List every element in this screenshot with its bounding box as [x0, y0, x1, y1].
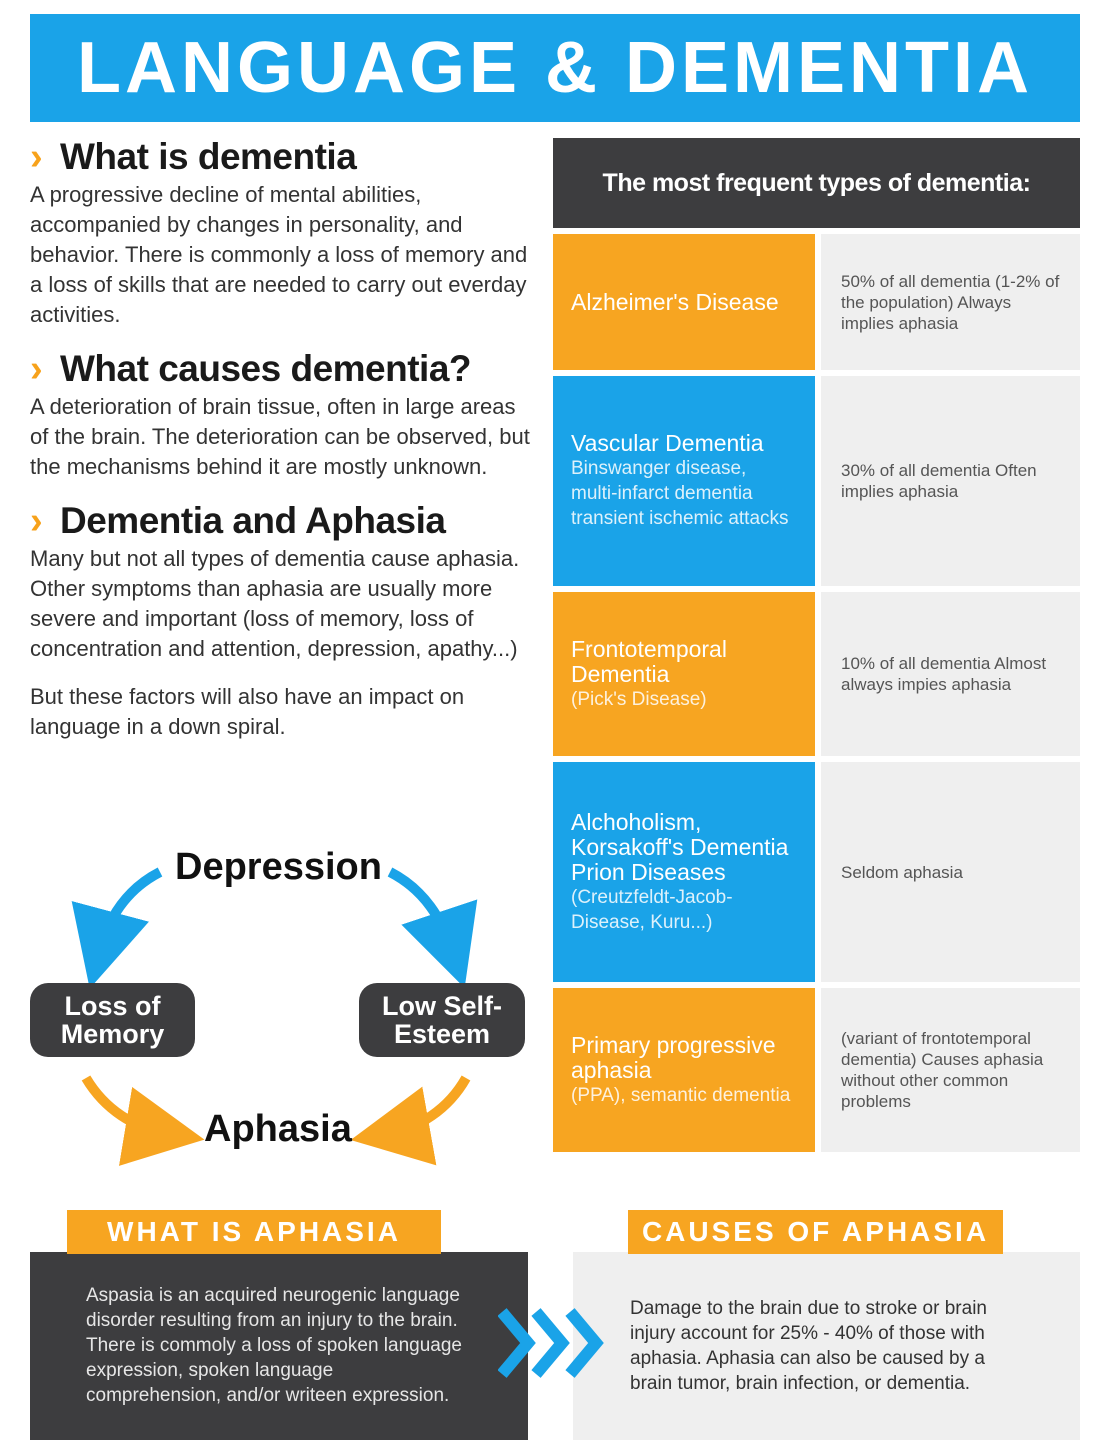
table-row — [553, 376, 1080, 586]
triple-chevron-icon — [498, 1308, 608, 1378]
type-info: 50% of all dementia (1-2% of the population) Always implies aphasia — [821, 234, 1080, 370]
section-what-causes-dementia — [30, 348, 530, 482]
type-name: Primary progressive aphasia — [571, 1031, 776, 1083]
what-is-aphasia-box: Aspasia is an acquired neurogenic language disorder resulting from an injury to the brain. There is commoly a loss of spoken language expression, spoken language comprehension, and/or writeen expression. — [30, 1252, 528, 1440]
cycle-low-self-esteem: Low Self-Esteem — [359, 983, 525, 1057]
section-title: Dementia and Aphasia — [60, 500, 446, 541]
table-row — [553, 234, 1080, 370]
section-body: Many but not all types of dementia cause aphasia. Other symptoms than aphasia are usually more severe and important (loss of memory, loss of concentration and attention, depression, apathy...) — [30, 546, 520, 661]
chevron-right-icon: › — [30, 136, 43, 178]
table-row — [553, 988, 1080, 1152]
type-name: Vascular Dementia — [571, 430, 764, 456]
what-is-aphasia-label: WHAT IS APHASIA — [67, 1210, 441, 1254]
arrow-depression-to-esteem — [390, 872, 452, 950]
section-body: A deterioration of brain tissue, often in large areas of the brain. The deterioration can be observed, but the mechanisms behind it are mostly unknown. — [30, 394, 530, 479]
section-body-extra: But these factors will also have an impact on language in a down spiral. — [30, 684, 465, 739]
type-sub: (Pick's Disease) — [571, 688, 707, 710]
type-name: Frontotemporal Dementia — [571, 635, 727, 687]
type-info: 10% of all dementia Almost always impies aphasia — [821, 592, 1080, 756]
causes-of-aphasia-box: Damage to the brain due to stroke or brain injury account for 25% - 40% of those with aphasia. Aphasia can also be caused by a brain tumor, brain infection, or dementia. — [573, 1252, 1080, 1440]
section-dementia-and-aphasia — [30, 500, 530, 742]
chevron-right-icon: › — [30, 500, 43, 542]
spiral-diagram — [30, 840, 530, 1170]
type-sub: (Creutzfeldt-Jacob-Disease, Kuru...) — [571, 886, 733, 933]
section-title: What is dementia — [60, 136, 357, 177]
type-name: Alzheimer's Disease — [571, 288, 779, 315]
section-what-is-dementia — [30, 136, 530, 330]
type-info: 30% of all dementia Often implies aphasia — [821, 376, 1080, 586]
type-info: (variant of frontotemporal dementia) Causes aphasia without other common problems — [821, 988, 1080, 1152]
section-body: A progressive decline of mental abilities, accompanied by changes in personality, and behavior. There is commonly a loss of memory and a loss of skills that are needed to carry out everday activities. — [30, 182, 528, 327]
table-row — [553, 762, 1080, 982]
cycle-loss-of-memory: Loss of Memory — [30, 983, 195, 1057]
chevron-right-icon: › — [30, 348, 43, 390]
causes-of-aphasia-label: CAUSES OF APHASIA — [628, 1210, 1003, 1254]
intro-sections — [30, 136, 530, 760]
type-sub: (PPA), semantic dementia — [571, 1084, 791, 1106]
arrow-memory-to-aphasia — [86, 1078, 165, 1133]
table-title: The most frequent types of dementia: — [553, 138, 1080, 228]
cycle-aphasia: Aphasia — [204, 1108, 352, 1150]
page-title: LANGUAGE & DEMENTIA — [30, 14, 1080, 122]
arrow-depression-to-memory — [100, 872, 160, 950]
dementia-types-table — [553, 138, 1080, 1152]
table-row — [553, 592, 1080, 756]
type-sub: Binswanger disease, multi-infarct dementia transient ischemic attacks — [571, 458, 789, 529]
section-title: What causes dementia? — [60, 348, 472, 389]
cycle-depression: Depression — [175, 846, 382, 888]
type-name: Alchoholism, Korsakoff's Dementia Prion Diseases — [571, 808, 789, 885]
type-info: Seldom aphasia — [821, 762, 1080, 982]
arrow-esteem-to-aphasia — [390, 1078, 466, 1133]
